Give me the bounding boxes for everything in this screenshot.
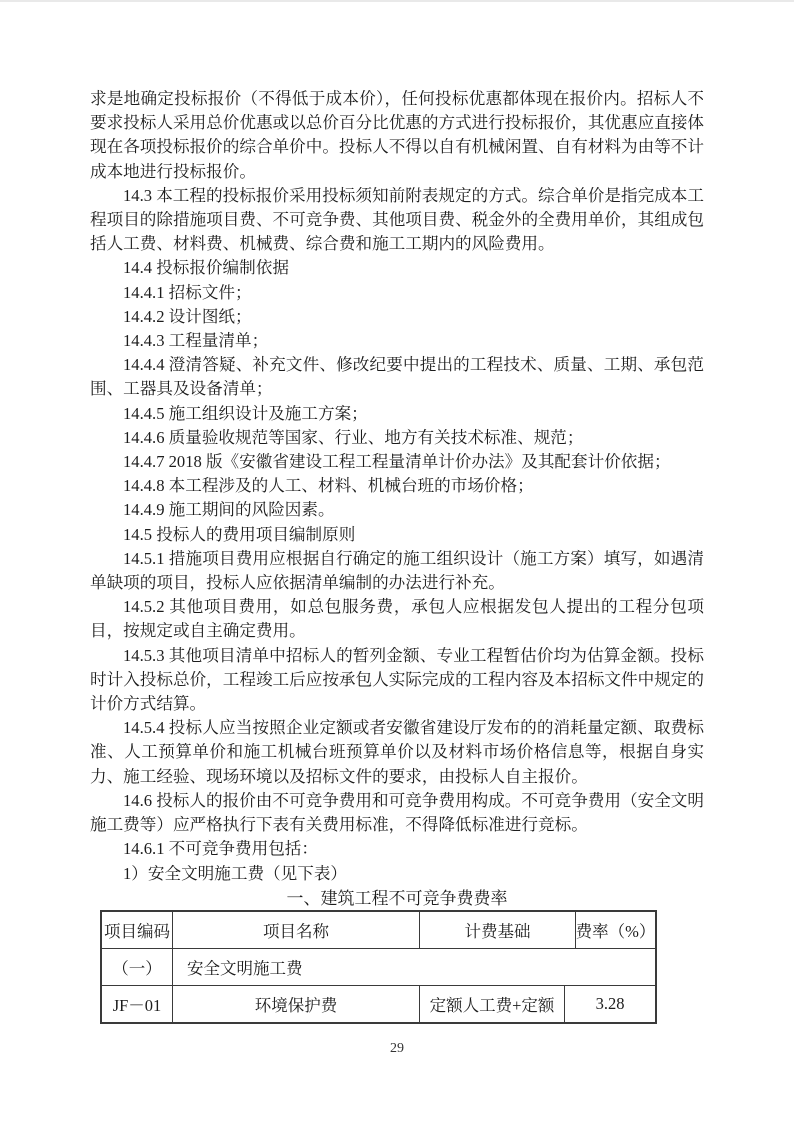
- body-paragraph: 14.4.4 澄清答疑、补充文件、修改纪要中提出的工程技术、质量、工期、承包范围、工器具及设备清单；: [90, 355, 704, 399]
- table-caption: 一、建筑工程不可竞争费费率: [286, 889, 508, 908]
- body-paragraph: 14.5.2 其他项目费用，如总包服务费，承包人应根据发包人提出的工程分包项目，按规定或自主确定费用。: [90, 597, 704, 641]
- header-cell-fee-basis: 计费基础: [420, 912, 576, 948]
- body-paragraph: 14.4.3 工程量清单；: [123, 331, 269, 351]
- cell-item-rate: 3.28: [595, 994, 625, 1013]
- body-paragraph: 14.3 本工程的投标报价采用投标须知前附表规定的方式。综合单价是指完成本工程项目的除措施项目费、不可竞争费、其他项目费、税金外的全费用单价，其组成包括人工费、材料费、机械费、综合费和施工工期内的风险费用。: [90, 185, 704, 254]
- body-paragraph: 1）安全文明施工费（见下表）: [123, 863, 348, 883]
- table-row: [102, 986, 655, 1022]
- page-number: 29: [390, 1041, 404, 1056]
- body-paragraph: 14.5.3 其他项目清单中招标人的暂列金额、专业工程暂估价均为估算金额。投标时计入投标总价，工程竣工后应按承包人实际完成的工程内容及本招标文件中规定的计价方式结算。: [90, 645, 704, 714]
- header-cell-project-code: 项目编码: [102, 912, 173, 948]
- header-cell-project-name: 项目名称: [173, 912, 420, 948]
- cell-item-code: JF－01: [102, 986, 173, 1022]
- table-row: [102, 949, 655, 986]
- cell-item-basis: 定额人工费+定额: [420, 986, 565, 1022]
- page-top-edge: [0, 0, 794, 2]
- body-paragraph: 14.4.1 招标文件；: [123, 282, 252, 302]
- fee-rate-table: [100, 910, 657, 1024]
- cell-item-name: 环境保护费: [173, 986, 420, 1022]
- body-paragraph: 14.5.1 措施项目费用应根据自行确定的施工组织设计（施工方案）填写，如遇清单缺项的项目，投标人应依据清单编制的办法进行补充。: [90, 548, 704, 593]
- body-paragraph: 14.6 投标人的报价由不可竞争费用和可竞争费用构成。不可竞争费用（安全文明施工费等）应严格执行下表有关费用标准，不得降低标准进行竞标。: [90, 790, 704, 835]
- cell-section-name: 安全文明施工费: [187, 959, 303, 978]
- body-text-block: [90, 87, 704, 886]
- body-paragraph: 14.4.8 本工程涉及的人工、材料、机械台班的市场价格；: [123, 476, 534, 496]
- body-paragraph: 14.4.6 质量验收规范等国家、行业、地方有关技术标准、规范；: [123, 427, 584, 447]
- body-paragraph: 14.6.1 不可竞争费用包括：: [123, 839, 318, 859]
- body-paragraph: 14.4.9 施工期间的风险因素。: [123, 500, 335, 520]
- body-paragraph: 14.4 投标报价编制依据: [123, 258, 289, 278]
- table-header-row: [102, 912, 655, 949]
- body-paragraph: 14.4.2 设计图纸；: [123, 306, 252, 326]
- body-paragraph: 14.4.7 2018 版《安徽省建设工程工程量清单计价办法》及其配套计价依据；: [123, 452, 671, 472]
- cell-section-code: （一）: [102, 949, 173, 985]
- body-paragraph: 求是地确定投标报价（不得低于成本价），任何投标优惠都体现在报价内。招标人不要求投标人采用总价优惠或以总价百分比优惠的方式进行投标报价，其优惠应直接体现在各项投标报价的综合单价中。投标人不得以自有机械闲置、自有材料为由等不计成本地进行投标报价。: [90, 89, 704, 181]
- body-paragraph: 14.5.4 投标人应当按照企业定额或者安徽省建设厅发布的的消耗量定额、取费标准、人工预算单价和施工机械台班预算单价以及材料市场价格信息等，根据自身实力、施工经验、现场环境以及招标文件的要求，由投标人自主报价。: [90, 718, 704, 786]
- body-paragraph: 14.5 投标人的费用项目编制原则: [123, 524, 356, 544]
- body-paragraph: 14.4.5 施工组织设计及施工方案；: [123, 403, 368, 423]
- header-cell-rate: 费率（%）: [576, 922, 655, 941]
